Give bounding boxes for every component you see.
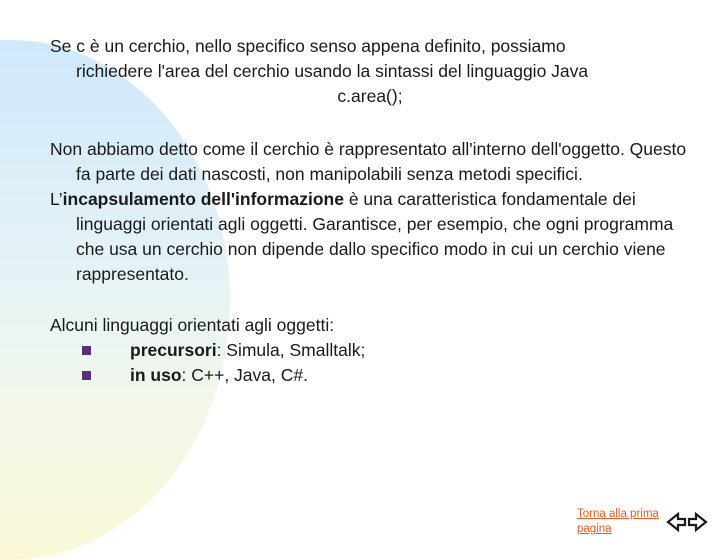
paragraph-encapsulation — [50, 187, 690, 287]
encapsulation-prefix: L’ — [50, 189, 63, 209]
precursors-term: precursori — [130, 340, 217, 360]
list-item-precursors — [50, 338, 690, 363]
paragraph-intro-line1: Se c è un cerchio, nello specifico senso appena definito, possiamo — [50, 36, 566, 56]
square-bullet-icon — [82, 371, 91, 380]
paragraph-hidden-data: Non abbiamo detto come il cerchio è rappresentato all'interno dell'oggetto. Questo fa parte dei dati nascosti, non manipolabili senza metodi specifici. — [50, 139, 687, 184]
encapsulation-text: è una caratteristica fondamentale dei linguaggi orientati agli oggetti. Garantisce, per esempio, che ogni programma che usa un cerchio non dipende dallo specifico modo in cui un cerchio viene rappresentato. — [76, 189, 674, 284]
back-to-first-page-link[interactable]: Torna alla prima pagina — [577, 508, 659, 535]
code-line: c.area(); — [337, 86, 403, 106]
back-forward-arrows-icon[interactable] — [666, 511, 708, 538]
square-bullet-icon — [82, 346, 91, 355]
in-use-text: : C++, Java, C#. — [181, 365, 308, 385]
paragraph-intro — [50, 34, 690, 84]
paragraph-intro-line2: richiedere l'area del cerchio usando la sintassi del linguaggio Java — [76, 61, 589, 81]
encapsulation-term: incapsulamento dell'informazione — [62, 189, 344, 209]
slide-content — [50, 34, 690, 388]
paragraph-languages-intro: Alcuni linguaggi orientati agli oggetti: — [50, 315, 335, 335]
list-item-in-use — [50, 363, 690, 388]
precursors-text: : Simula, Smalltalk; — [216, 340, 366, 360]
in-use-term: in uso — [130, 365, 182, 385]
